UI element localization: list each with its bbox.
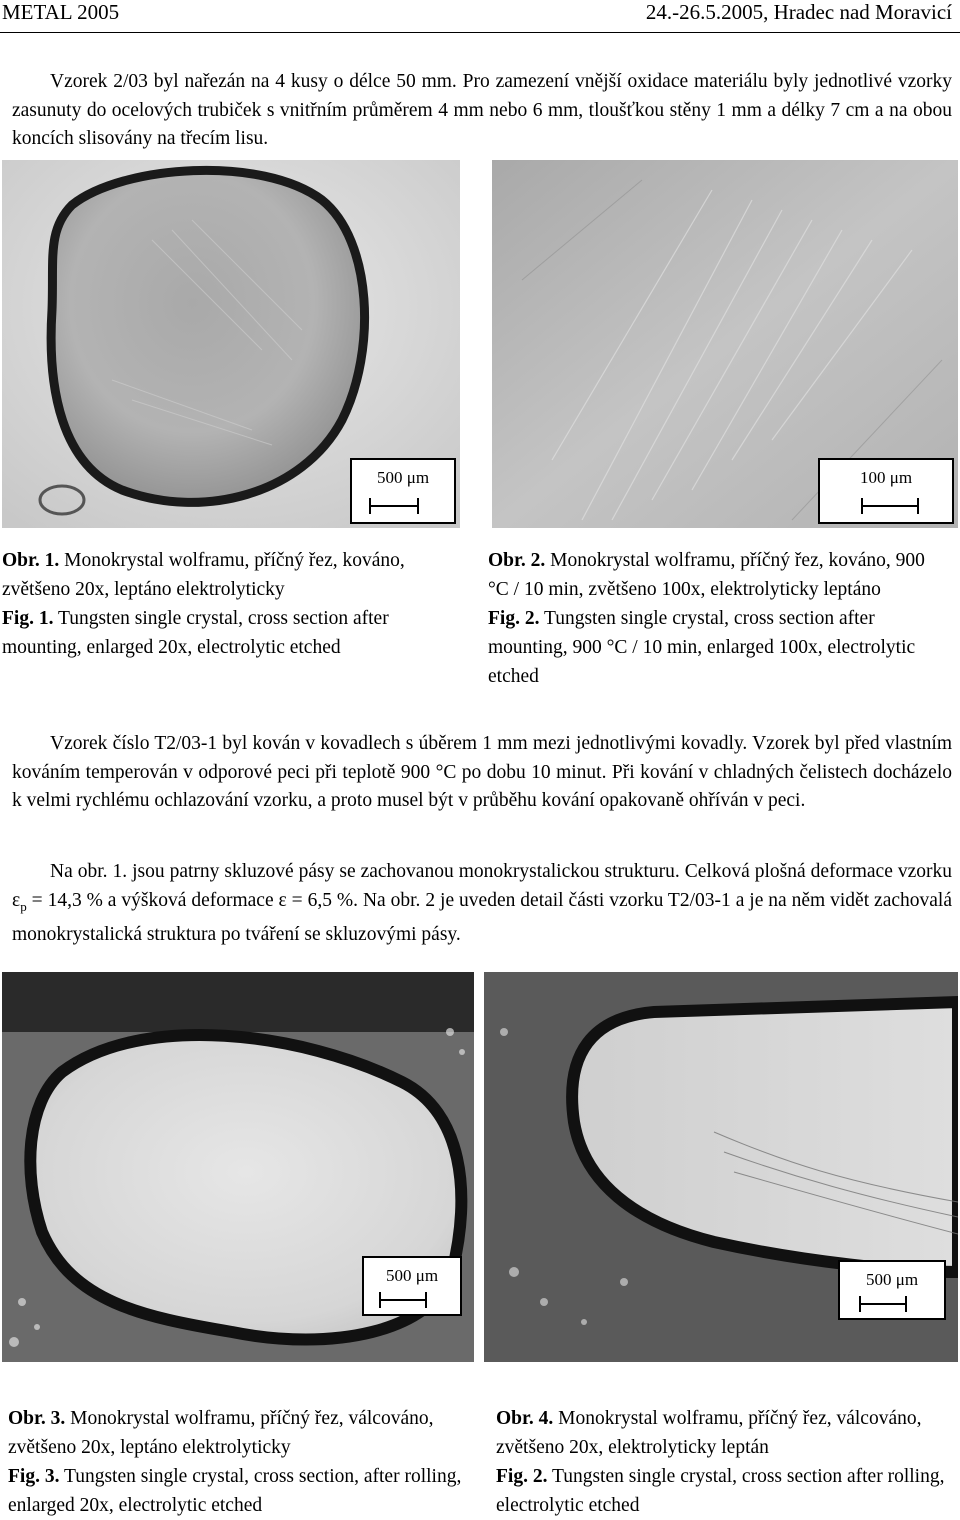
figure-3-micrograph	[2, 972, 474, 1362]
obr-label: Obr. 1.	[2, 550, 60, 571]
scale-bar-fig3	[362, 1256, 462, 1316]
scale-bar-fig1	[350, 458, 456, 524]
page-header	[0, 0, 960, 30]
figure-4-caption	[496, 1404, 958, 1520]
obr-label: Obr. 3.	[8, 1408, 66, 1429]
fig-text: Tungsten single crystal, cross section, after rolling, enlarged 20x, electrolytic etched	[8, 1466, 462, 1516]
scale-bar-fig2	[818, 458, 954, 524]
obr-text: Monokrystal wolframu, příčný řez, válcováno, zvětšeno 20x, elektrolyticky leptán	[496, 1408, 922, 1458]
figure-3-caption	[8, 1404, 488, 1520]
body-paragraph-2-part2: = 14,3 % a výšková deformace ε = 6,5 %. Na obr. 2 je uveden detail části vzorku T2/03-1 a je na něm vidět zachovalá monokrystalická struktura po tváření se skluzovými pásy.	[12, 889, 952, 945]
figure-3-caption-english	[8, 1462, 488, 1520]
obr-label: Obr. 4.	[496, 1408, 554, 1429]
body-paragraph-2-part1: Na obr. 1. jsou patrny skluzové pásy se zachovanou monokrystalickou strukturu. Celková plošná deformace vzorku ε	[12, 861, 952, 911]
figure-1-micrograph	[2, 160, 460, 528]
header-rule	[0, 32, 960, 33]
figure-4-caption-english	[496, 1462, 958, 1520]
scale-label: 500 μm	[865, 1270, 919, 1289]
figure-3-caption-czech	[8, 1404, 488, 1462]
scale-bar-fig4	[838, 1260, 946, 1320]
body-paragraph-1: Vzorek číslo T2/03-1 byl kován v kovadlech s úběrem 1 mm mezi jednotlivými kovadly. Vzorek byl před vlastním kováním temperován v odporové peci při teplotě 900 °C po dobu 10 minut. Při kování v chladných čelistech docházelo k velmi rychlému ochlazování vzorku, a proto musel být v průběhu kování opakovaně ohříván v peci.	[12, 733, 952, 811]
scale-label: 100 μm	[859, 468, 913, 487]
conference-name: METAL 2005	[2, 0, 120, 24]
scale-label: 500 μm	[385, 1266, 439, 1285]
obr-label: Obr. 2.	[488, 550, 546, 571]
scale-label: 500 μm	[376, 468, 430, 487]
fig-text: Tungsten single crystal, cross section after mounting, enlarged 20x, electrolytic etched	[2, 608, 389, 658]
obr-text: Monokrystal wolframu, příčný řez, kováno, zvětšeno 20x, leptáno elektrolyticky	[2, 550, 405, 600]
figure-4-caption-czech	[496, 1404, 958, 1462]
fig-label: Fig. 1.	[2, 608, 54, 629]
figure-4-micrograph	[484, 972, 958, 1362]
figure-2-micrograph	[492, 160, 958, 528]
body-paragraph-2	[12, 858, 952, 949]
obr-text: Monokrystal wolframu, příčný řez, kováno, 900 °C / 10 min, zvětšeno 100x, elektrolyticky leptáno	[488, 550, 925, 600]
fig-label: Fig. 2.	[496, 1466, 548, 1487]
figure-1-caption	[2, 546, 460, 662]
figure-1-caption-english	[2, 604, 460, 662]
intro-paragraph: Vzorek 2/03 byl nařezán na 4 kusy o délce 50 mm. Pro zamezení vnější oxidace materiálu byly jednotlivé vzorky zasunuty do ocelových trubiček s vnitřním průměrem 4 mm nebo 6 mm, tloušťkou stěny 1 mm a délky 7 cm a na obou koncích slisovány na třecím lisu.	[12, 71, 952, 149]
fig-label: Fig. 3.	[8, 1466, 60, 1487]
fig-text: Tungsten single crystal, cross section after rolling, electrolytic etched	[496, 1466, 945, 1516]
figure-2-caption-czech	[488, 546, 948, 604]
figure-2-caption-english	[488, 604, 948, 691]
fig-text: Tungsten single crystal, cross section after mounting, 900 °C / 10 min, enlarged 100x, electrolytic etched	[488, 608, 916, 687]
conference-dates-place: 24.-26.5.2005, Hradec nad Moravicí	[645, 0, 952, 24]
obr-text: Monokrystal wolframu, příčný řez, válcováno, zvětšeno 20x, leptáno elektrolyticky	[8, 1408, 434, 1458]
epsilon-subscript: p	[20, 898, 27, 914]
figure-1-caption-czech	[2, 546, 460, 604]
fig-label: Fig. 2.	[488, 608, 540, 629]
figure-2-caption	[488, 546, 948, 691]
